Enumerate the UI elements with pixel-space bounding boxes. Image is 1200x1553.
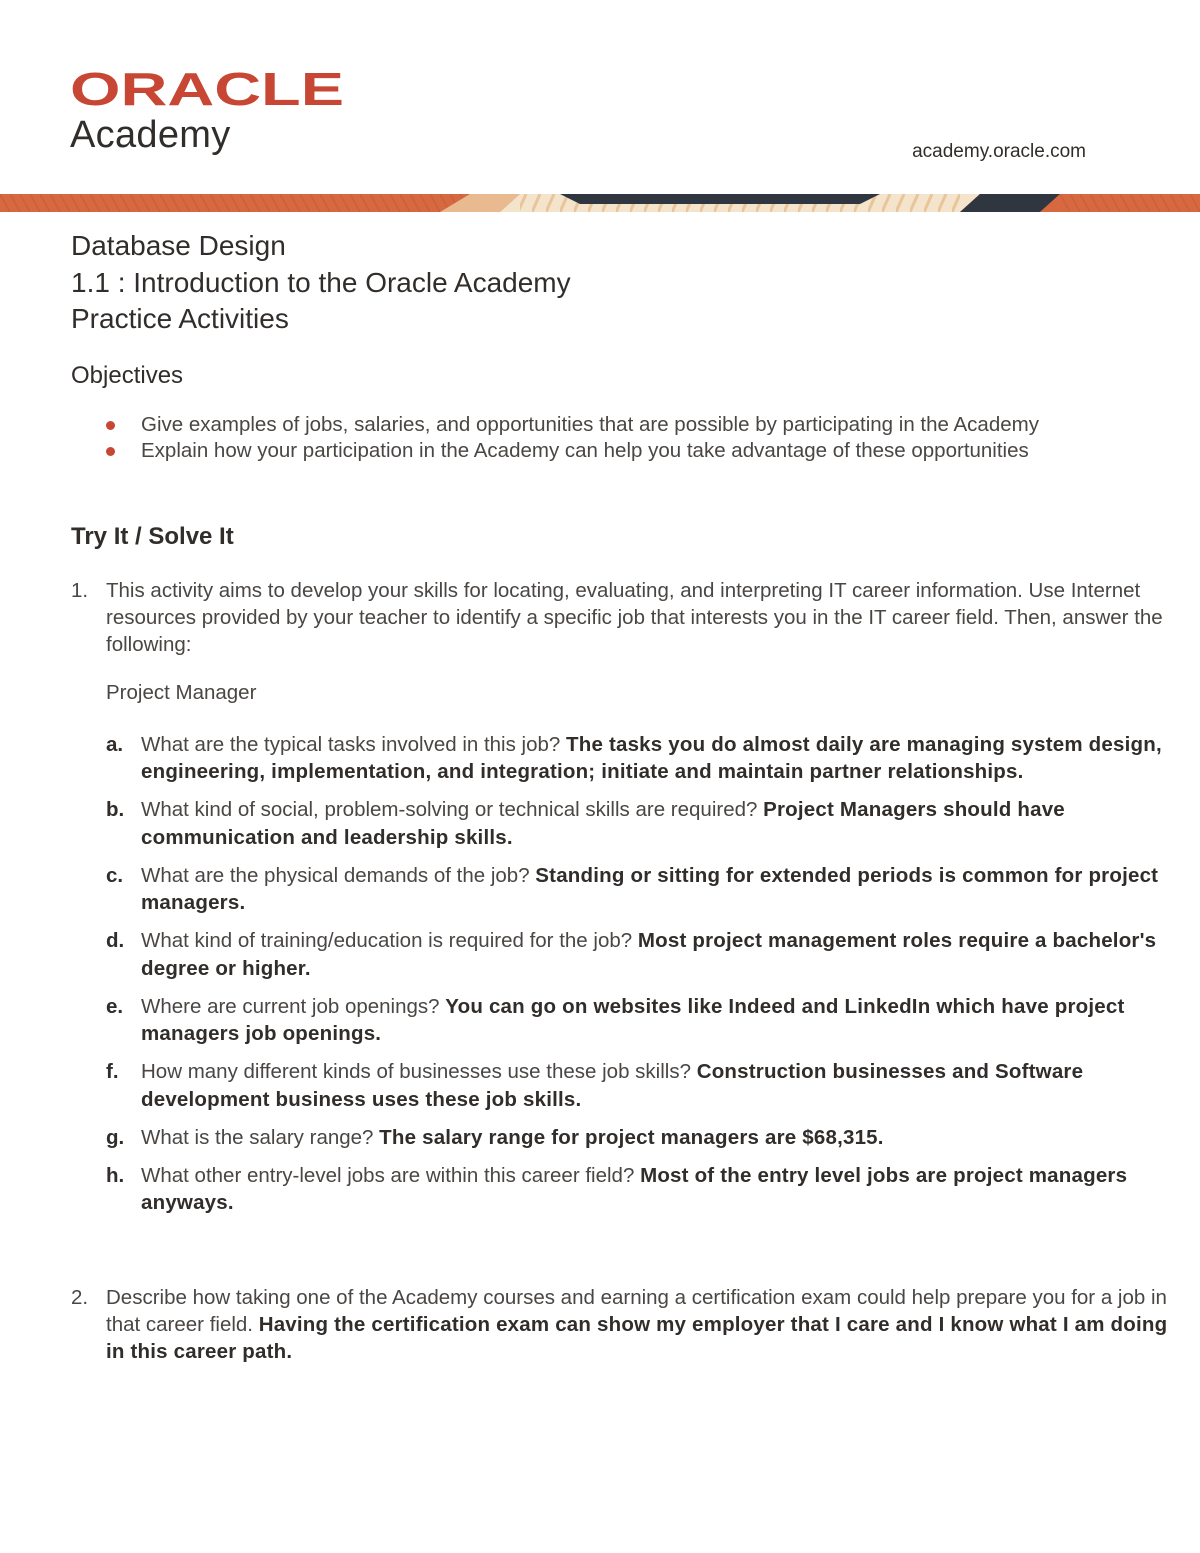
sub-question-text: What are the typical tasks involved in this job? — [141, 732, 567, 756]
sub-answer: Most project management roles require a bachelor's degree or higher. — [141, 929, 1157, 980]
bullet-dot-icon — [106, 447, 115, 456]
sub-question-d: d. What kind of training/education is required for the job? Most project management roles require a bachelor's degree or higher. — [106, 929, 1157, 980]
sub-question-text: What other entry-level jobs are within this career field? — [141, 1163, 641, 1187]
objectives-heading: Objectives — [71, 361, 184, 389]
bullet-dot-icon — [106, 421, 115, 430]
academy-label: Academy — [70, 114, 231, 156]
sub-question-text: Where are current job openings? — [141, 994, 446, 1018]
sub-question-list — [71, 731, 1191, 1217]
lesson-title: 1.1 : Introduction to the Oracle Academy — [71, 266, 571, 298]
try-it-heading: Try It / Solve It — [71, 522, 234, 550]
site-url: academy.oracle.com — [912, 141, 1086, 162]
job-title: Project Manager — [106, 680, 257, 704]
sub-answer: Project Managers should have communication and leadership skills. — [141, 798, 1065, 849]
sub-question-e: e. Where are current job openings? You can go on websites like Indeed and LinkedIn which have project managers job openings. — [106, 994, 1125, 1045]
sub-question-text: What are the physical demands of the job? — [141, 863, 536, 887]
question-number: 1. — [71, 578, 89, 602]
page-header — [0, 0, 1200, 215]
sub-answer: The tasks you do almost daily are managing system design, engineering, implementation, and integration; initiate and maintain partner relationships. — [141, 732, 1162, 783]
sub-answer: Construction businesses and Software development business uses these job skills. — [141, 1060, 1084, 1111]
decorative-banner — [0, 194, 1200, 212]
oracle-logo — [70, 70, 344, 108]
sub-question-g: g. What is the salary range? The salary range for project managers are $68,315. — [106, 1125, 884, 1149]
sub-question-text: What kind of social, problem-solving or technical skills are required? — [141, 798, 764, 821]
document-type: Practice Activities — [71, 303, 289, 334]
question-text: This activity aims to develop your skills for locating, evaluating, and interpreting IT career information. Use Internet resources provided by your teacher to identify a specific job that interests you in the IT career field. Then, answer the following: — [106, 578, 1163, 656]
question-1 — [71, 577, 1191, 658]
sub-answer: Most of the entry level jobs are project managers anyways. — [141, 1163, 1128, 1214]
question-text: Describe how taking one of the Academy courses and earning a certification exam could help prepare you for a job in that career field. — [106, 1285, 1167, 1336]
objective-item: Explain how your participation in the Academy can help you take advantage of these opportunities — [71, 438, 1191, 465]
sub-question-text: How many different kinds of businesses use these job skills? — [141, 1060, 697, 1083]
course-title: Database Design — [71, 230, 286, 261]
sub-question-text: What is the salary range? — [141, 1125, 380, 1149]
sub-question-b: b. What kind of social, problem-solving or technical skills are required? Project Managers should have communication and leadership skills. — [106, 798, 1065, 849]
question-2 — [71, 1284, 1191, 1365]
sub-question-h: h. What other entry-level jobs are within this career field? Most of the entry level jobs are project managers anyways. — [106, 1163, 1128, 1214]
sub-question-c: c. What are the physical demands of the job? Standing or sitting for extended periods is common for project managers. — [106, 863, 1159, 914]
document-body — [71, 228, 1191, 1365]
sub-question-f: f. How many different kinds of businesses use these job skills? Construction businesses and Software development business uses these job skills. — [106, 1060, 1084, 1111]
objective-item: Give examples of jobs, salaries, and opportunities that are possible by participating in the Academy — [71, 412, 1191, 439]
svg-text:ORACLE: ORACLE — [70, 70, 344, 108]
objectives-list — [71, 412, 1191, 465]
sub-answer: The salary range for project managers are $68,315. — [379, 1125, 884, 1149]
sub-answer: You can go on websites like Indeed and LinkedIn which have project managers job openings. — [141, 994, 1125, 1045]
sub-answer: Standing or sitting for extended periods is common for project managers. — [141, 863, 1159, 914]
question-number: 2. — [71, 1285, 89, 1309]
sub-question-text: What kind of training/education is required for the job? — [141, 929, 638, 952]
question-answer: Having the certification exam can show my employer that I care and I know what I am doing in this career path. — [106, 1312, 1168, 1363]
sub-question-a: a. What are the typical tasks involved in this job? The tasks you do almost daily are managing system design, engineering, implementation, and integration; initiate and maintain partner relationships. — [106, 732, 1162, 783]
